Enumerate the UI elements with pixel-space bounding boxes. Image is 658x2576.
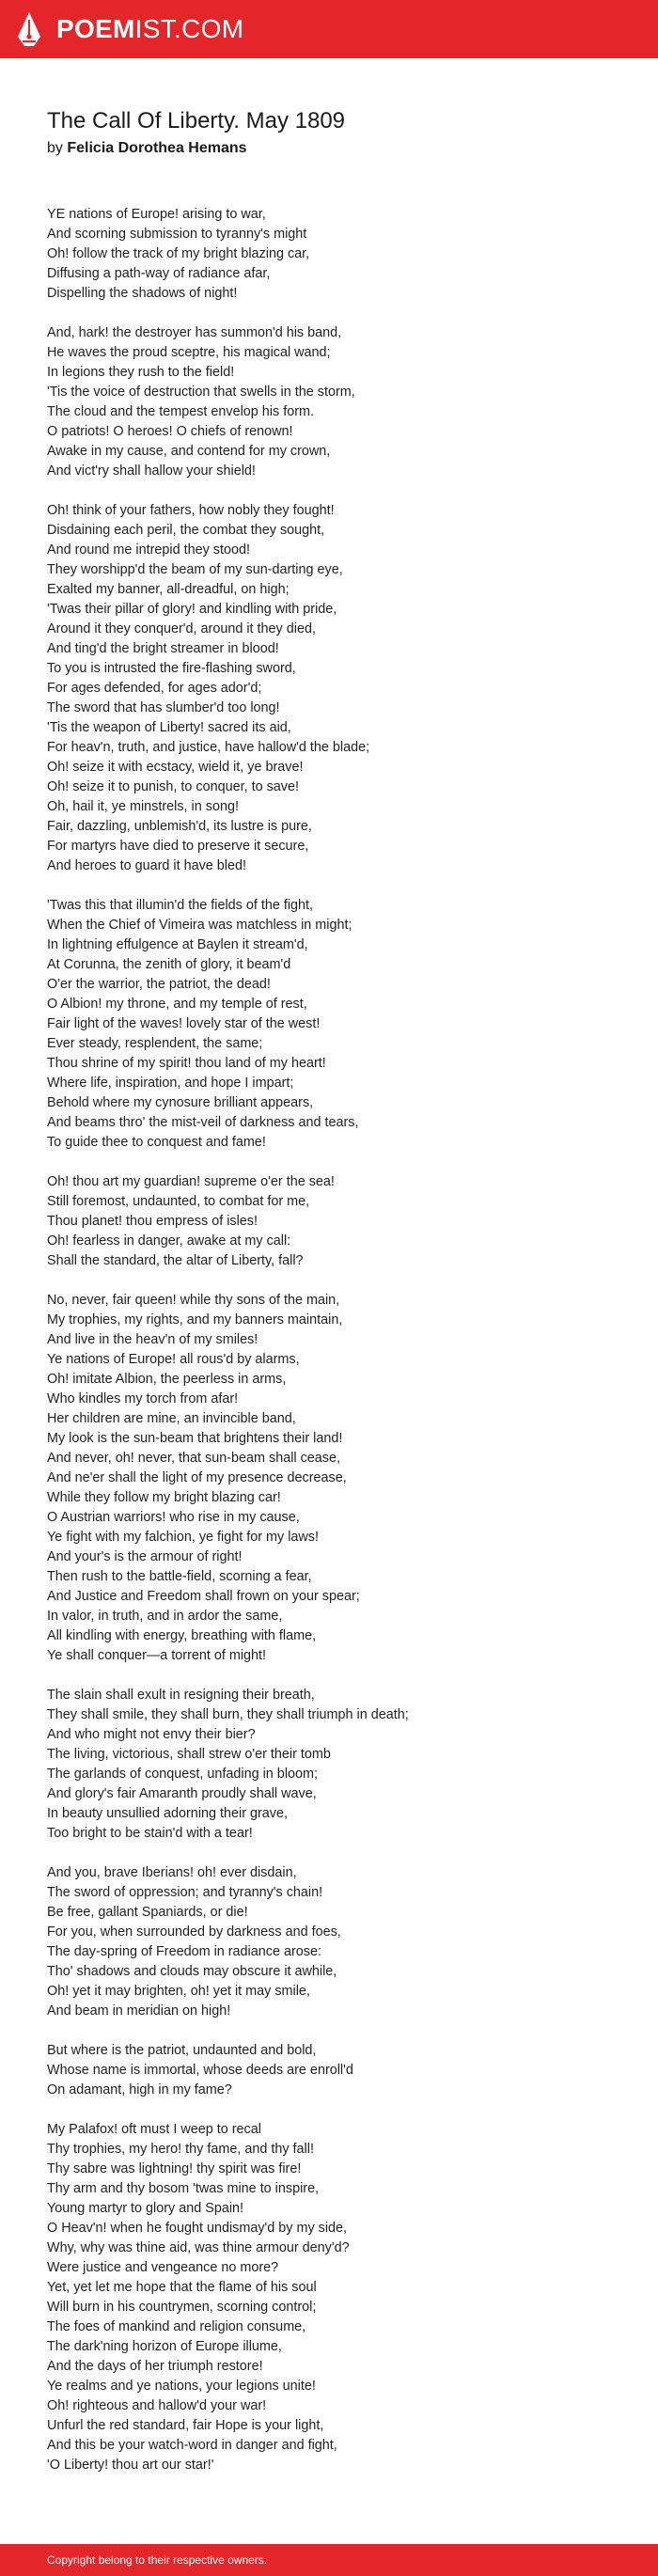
poem-line: My trophies, my rights, and my banners maintain,	[47, 1312, 343, 1327]
poem-line: And live in the heav'n of my smiles!	[47, 1332, 258, 1347]
poem-line: And heroes to guard it have bled!	[47, 858, 247, 873]
poem-line: Around it they conquer'd, around it they died,	[47, 621, 316, 636]
poem-line: Ye nations of Europe! all rous'd by alarms,	[47, 1352, 300, 1367]
poem-stanza	[47, 501, 630, 876]
poem-line: Oh! righteous and hallow'd your war!	[47, 2398, 267, 2413]
poem-stanza	[47, 1291, 630, 1666]
poem-line: Then rush to the battle-field, scorning a fear,	[47, 1569, 312, 1584]
poem-line: Ye shall conquer—a torrent of might!	[47, 1648, 267, 1663]
poem-line: But where is the patriot, undaunted and bold,	[47, 2043, 317, 2058]
poem-line: Ye realms and ye nations, your legions unite!	[47, 2379, 316, 2394]
poem-stanza	[47, 323, 630, 481]
poem-line: Yet, yet let me hope that the flame of his soul	[47, 2280, 317, 2295]
poem-line: The day-spring of Freedom in radiance arose:	[47, 1944, 321, 1959]
poem-line: The living, victorious, shall strew o'er their tomb	[47, 1747, 331, 1762]
poem-line: Oh! thou art my guardian! supreme o'er the sea!	[47, 1174, 335, 1189]
poem-line: And vict'ry shall hallow your shield!	[47, 463, 256, 479]
poem-line: To guide thee to conquest and fame!	[47, 1135, 266, 1150]
poem-line: Oh! fearless in danger, awake at my call:	[47, 1233, 291, 1249]
site-footer	[0, 2544, 658, 2576]
poem-line: And Justice and Freedom shall frown on your spear;	[47, 1589, 360, 1604]
logo-bold-text: POEM	[56, 14, 135, 43]
poem-line: Her children are mine, an invincible band,	[47, 1411, 296, 1426]
poem-stanza	[47, 896, 630, 1153]
poem-stanza	[47, 2120, 630, 2475]
poem-line: 'Twas their pillar of glory! and kindling with pride,	[47, 602, 337, 617]
poem-line: The sword that has slumber'd too long!	[47, 700, 280, 715]
poem-line: For you, when surrounded by darkness and foes,	[47, 1924, 341, 1940]
poem-line: In legions they rush to the field!	[47, 365, 235, 380]
poem-line: For heav'n, truth, and justice, have hallow'd the blade;	[47, 740, 370, 755]
poem-line: For ages defended, for ages ador'd;	[47, 681, 262, 696]
poem-line: In lightning effulgence at Baylen it stream'd,	[47, 937, 308, 952]
poem-line: For martyrs have died to preserve it secure,	[47, 839, 309, 854]
poem-line: 'O Liberty! thou art our star!'	[47, 2458, 214, 2473]
poem-line: And scorning submission to tyranny's might	[47, 227, 307, 242]
pen-nib-icon[interactable]	[16, 11, 42, 47]
poem-line: Tho' shadows and clouds may obscure it awhile,	[47, 1964, 337, 1979]
poem-line: Why, why was thine aid, was thine armour deny'd?	[47, 2240, 350, 2255]
poem-line: Oh! seize it to punish, to conquer, to save!	[47, 779, 299, 794]
poem-line: And your's is the armour of right!	[47, 1549, 243, 1564]
poem-line: The garlands of conquest, unfading in bloom;	[47, 1767, 319, 1782]
poem-line: To you is intrusted the fire-flashing sword,	[47, 661, 296, 676]
poem-line: Oh! imitate Albion, the peerless in arms,	[47, 1372, 287, 1387]
poem-byline	[47, 139, 247, 158]
poem-line: He waves the proud sceptre, his magical wand;	[47, 345, 331, 360]
poem-stanza	[47, 1686, 630, 1844]
poem-line: Dispelling the shadows of night!	[47, 286, 238, 301]
poem-line: Thy trophies, my hero! thy fame, and thy fall!	[47, 2142, 314, 2157]
poem-line: And you, brave Iberians! oh! ever disdain,	[47, 1865, 297, 1880]
poem-line: Oh! seize it with ecstacy, wield it, ye brave!	[47, 760, 304, 775]
poem-line: Exalted my banner, all-dreadful, on high;	[47, 582, 290, 597]
logo-light-text: IST.COM	[134, 14, 244, 43]
site-header	[0, 0, 658, 58]
poem-line: In beauty unsullied adorning their grave,	[47, 1806, 289, 1821]
poem-line: Be free, gallant Spaniards, or die!	[47, 1905, 248, 1920]
poem-line: Too bright to be stain'd with a tear!	[47, 1826, 253, 1841]
poem-line: And never, oh! never, that sun-beam shall cease,	[47, 1451, 340, 1466]
poem-line: My Palafox! oft must I weep to recal	[47, 2122, 261, 2137]
poem-line: They worshipp'd the beam of my sun-darting eye,	[47, 562, 343, 577]
poem-line: The cloud and the tempest envelop his form.	[47, 404, 314, 419]
poem-line: Thy arm and thy bosom 'twas mine to inspire,	[47, 2181, 320, 2196]
by-label: by	[47, 140, 63, 156]
poem-line: The foes of mankind and religion consume,	[47, 2319, 306, 2334]
poem-title: The Call Of Liberty. May 1809	[47, 108, 346, 134]
poem-line: Diffusing a path-way of radiance afar,	[47, 266, 271, 281]
poem-line: Thou shrine of my spirit! thou land of my heart!	[47, 1056, 326, 1071]
poem-line: And this be your watch-word in danger and fight,	[47, 2438, 337, 2453]
poem-line: Fair, dazzling, unblemish'd, its lustre is pure,	[47, 819, 312, 834]
poem-line: Were justice and vengeance no more?	[47, 2260, 279, 2275]
poem-line: On adamant, high in my fame?	[47, 2082, 232, 2097]
author-link[interactable]: Felicia Dorothea Hemans	[67, 140, 247, 156]
poem-line: Oh! yet it may brighten, oh! yet it may smile,	[47, 1984, 310, 1999]
poem-line: And beam in meridian on high!	[47, 2003, 231, 2018]
poem-stanza	[47, 1863, 630, 2021]
poem-line: And the days of her triumph restore!	[47, 2359, 263, 2374]
poem-line: O'er the warrior, the patriot, the dead!	[47, 977, 271, 992]
poem-line: Where life, inspiration, and hope I impart;	[47, 1076, 294, 1091]
poem-line: O Albion! my throne, and my temple of rest,	[47, 997, 307, 1012]
poem-line: Who kindles my torch from afar!	[47, 1391, 239, 1406]
poem-line: O Austrian warriors! who rise in my cause,	[47, 1510, 300, 1525]
poem-stanza	[47, 1172, 630, 1271]
poem-line: In valor, in truth, and in ardor the same,	[47, 1609, 283, 1624]
poem-line: And beams thro' the mist-veil of darkness and tears,	[47, 1115, 359, 1130]
poem-line: When the Chief of Vimeira was matchless in might;	[47, 918, 352, 933]
poem-line: Disdaining each peril, the combat they sought,	[47, 523, 325, 538]
poem-stanza	[47, 2041, 630, 2100]
poem-line: Still foremost, undaunted, to combat for me,	[47, 1194, 310, 1209]
poem-line: Will burn in his countrymen, scorning control;	[47, 2300, 317, 2315]
poem-line: No, never, fair queen! while thy sons of the main,	[47, 1293, 340, 1308]
poem-line: All kindling with energy, breathing with flame,	[47, 1628, 317, 1643]
poem-line: The sword of oppression; and tyranny's chain!	[47, 1885, 323, 1900]
poem-line: Whose name is immortal, whose deeds are enroll'd	[47, 2063, 353, 2078]
poem-line: 'Tis the voice of destruction that swells in the storm,	[47, 385, 355, 400]
poem-line: Shall the standard, the altar of Liberty, fall?	[47, 1253, 304, 1268]
poem-body	[47, 205, 630, 2495]
poem-line: 'Tis the weapon of Liberty! sacred its aid,	[47, 720, 291, 735]
poem-line: YE nations of Europe! arising to war,	[47, 207, 266, 222]
poem-line: And round me intrepid they stood!	[47, 542, 250, 558]
poem-line: The dark'ning horizon of Europe illume,	[47, 2339, 282, 2354]
poem-line: While they follow my bright blazing car!	[47, 1490, 281, 1505]
poem-line: Oh! think of your fathers, how nobly they fought!	[47, 503, 335, 518]
poem-line: The slain shall exult in resigning their breath,	[47, 1688, 315, 1703]
poem-line: And glory's fair Amaranth proudly shall wave,	[47, 1786, 317, 1801]
poem-line: Oh! follow the track of my bright blazing car,	[47, 246, 310, 261]
poem-stanza	[47, 205, 630, 304]
poem-line: Awake in my cause, and contend for my crown,	[47, 444, 331, 459]
poem-line: And who might not envy their bier?	[47, 1727, 256, 1742]
poem-line: Behold where my cynosure brilliant appears,	[47, 1095, 314, 1110]
poem-line: Thou planet! thou empress of isles!	[47, 1214, 258, 1229]
poem-line: Ever steady, resplendent, the same;	[47, 1036, 263, 1051]
poem-line: Thy sabre was lightning! thy spirit was fire!	[47, 2161, 302, 2176]
poem-line: 'Twas this that illumin'd the fields of the fight,	[47, 898, 314, 913]
poem-line: They shall smile, they shall burn, they shall triumph in death;	[47, 1707, 409, 1722]
poem-line: O Heav'n! when he fought undismay'd by my side,	[47, 2221, 348, 2236]
poem-line: At Corunna, the zenith of glory, it beam'd	[47, 957, 291, 972]
poem-line: Ye fight with my falchion, ye fight for my laws!	[47, 1530, 319, 1545]
poem-line: And, hark! the destroyer has summon'd his band,	[47, 325, 342, 340]
poem-line: Young martyr to glory and Spain!	[47, 2201, 244, 2216]
poem-line: O patriots! O heroes! O chiefs of renown!	[47, 424, 293, 439]
poem-line: And ting'd the bright streamer in blood!	[47, 641, 279, 656]
poem-line: My look is the sun-beam that brightens their land!	[47, 1431, 343, 1446]
poem-line: Fair light of the waves! lovely star of the west!	[47, 1016, 321, 1031]
copyright-text: Copyright belong to their respective owners.	[47, 2553, 268, 2567]
poem-line: Oh, hail it, ye minstrels, in song!	[47, 799, 239, 814]
site-logo[interactable]	[56, 14, 243, 44]
poem-line: Unfurl the red standard, fair Hope is your light,	[47, 2418, 324, 2433]
poem-line: And ne'er shall the light of my presence decrease,	[47, 1470, 347, 1485]
